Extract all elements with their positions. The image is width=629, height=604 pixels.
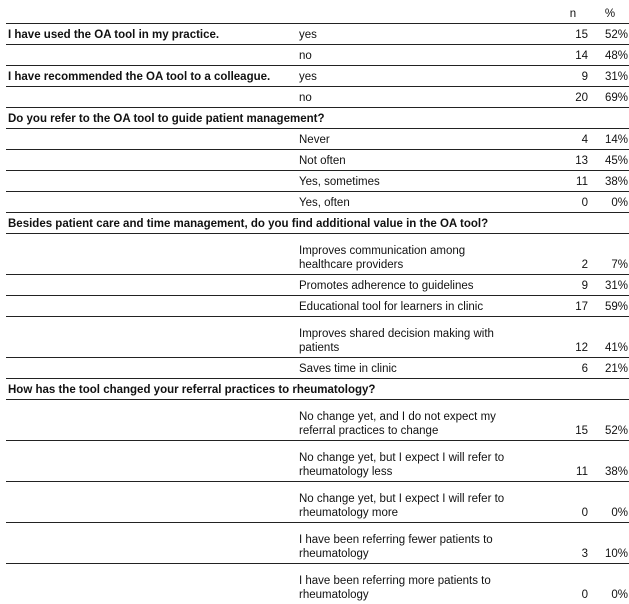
answer: Educational tool for learners in clinic — [297, 296, 556, 317]
count: 9 — [556, 275, 590, 296]
table-row — [6, 441, 629, 482]
count: 0 — [556, 564, 590, 604]
percent: 14% — [590, 129, 629, 150]
answer: Saves time in clinic — [297, 358, 556, 379]
count: 13 — [556, 150, 590, 171]
question-row — [6, 108, 629, 129]
count: 17 — [556, 296, 590, 317]
table-row — [6, 45, 629, 66]
n-header: n — [556, 4, 590, 24]
percent: 0% — [590, 482, 629, 523]
answer: yes — [297, 24, 556, 45]
count: 11 — [556, 171, 590, 192]
answer: I have been referring more patients to rheumatology — [297, 564, 556, 604]
answer: No change yet, but I expect I will refer to rheumatology more — [297, 482, 556, 523]
question: I have recommended the OA tool to a colleague. — [6, 66, 297, 87]
answer: Never — [297, 129, 556, 150]
table-row — [6, 400, 629, 441]
table-row — [6, 564, 629, 604]
percent: 52% — [590, 24, 629, 45]
percent: 48% — [590, 45, 629, 66]
count: 9 — [556, 66, 590, 87]
answer: Improves shared decision making with patients — [297, 317, 556, 358]
table-row — [6, 317, 629, 358]
percent: 0% — [590, 192, 629, 213]
table-row — [6, 275, 629, 296]
count: 15 — [556, 400, 590, 441]
answer: No change yet, and I do not expect my referral practices to change — [297, 400, 556, 441]
count: 4 — [556, 129, 590, 150]
answer: Yes, often — [297, 192, 556, 213]
count: 6 — [556, 358, 590, 379]
table-row — [6, 87, 629, 108]
question: I have used the OA tool in my practice. — [6, 24, 297, 45]
percent: 7% — [590, 234, 629, 275]
survey-results-table — [6, 4, 629, 604]
header-row — [6, 4, 629, 24]
answer: no — [297, 87, 556, 108]
percent: 31% — [590, 275, 629, 296]
question: How has the tool changed your referral practices to rheumatology? — [6, 379, 629, 400]
answer: I have been referring fewer patients to rheumatology — [297, 523, 556, 564]
question-row — [6, 213, 629, 234]
answer: Promotes adherence to guidelines — [297, 275, 556, 296]
percent: 52% — [590, 400, 629, 441]
count: 0 — [556, 482, 590, 523]
percent: 10% — [590, 523, 629, 564]
table-row — [6, 129, 629, 150]
percent: 41% — [590, 317, 629, 358]
count: 0 — [556, 192, 590, 213]
table-row — [6, 24, 629, 45]
question-row — [6, 379, 629, 400]
table-row — [6, 523, 629, 564]
percent: 38% — [590, 171, 629, 192]
question: Besides patient care and time management, do you find additional value in the OA tool? — [6, 213, 629, 234]
pct-header: % — [590, 4, 629, 24]
percent: 31% — [590, 66, 629, 87]
answer: No change yet, but I expect I will refer to rheumatology less — [297, 441, 556, 482]
answer: yes — [297, 66, 556, 87]
table-row — [6, 296, 629, 317]
percent: 45% — [590, 150, 629, 171]
question: Do you refer to the OA tool to guide patient management? — [6, 108, 629, 129]
table-row — [6, 171, 629, 192]
table-row — [6, 192, 629, 213]
answer: Improves communication among healthcare providers — [297, 234, 556, 275]
table-row — [6, 66, 629, 87]
answer: no — [297, 45, 556, 66]
percent: 0% — [590, 564, 629, 604]
count: 3 — [556, 523, 590, 564]
table-row — [6, 150, 629, 171]
table-row — [6, 234, 629, 275]
count: 20 — [556, 87, 590, 108]
count: 12 — [556, 317, 590, 358]
percent: 38% — [590, 441, 629, 482]
percent: 69% — [590, 87, 629, 108]
count: 2 — [556, 234, 590, 275]
answer: Not often — [297, 150, 556, 171]
answer: Yes, sometimes — [297, 171, 556, 192]
count: 14 — [556, 45, 590, 66]
table-row — [6, 358, 629, 379]
table-row — [6, 482, 629, 523]
percent: 21% — [590, 358, 629, 379]
percent: 59% — [590, 296, 629, 317]
count: 11 — [556, 441, 590, 482]
count: 15 — [556, 24, 590, 45]
